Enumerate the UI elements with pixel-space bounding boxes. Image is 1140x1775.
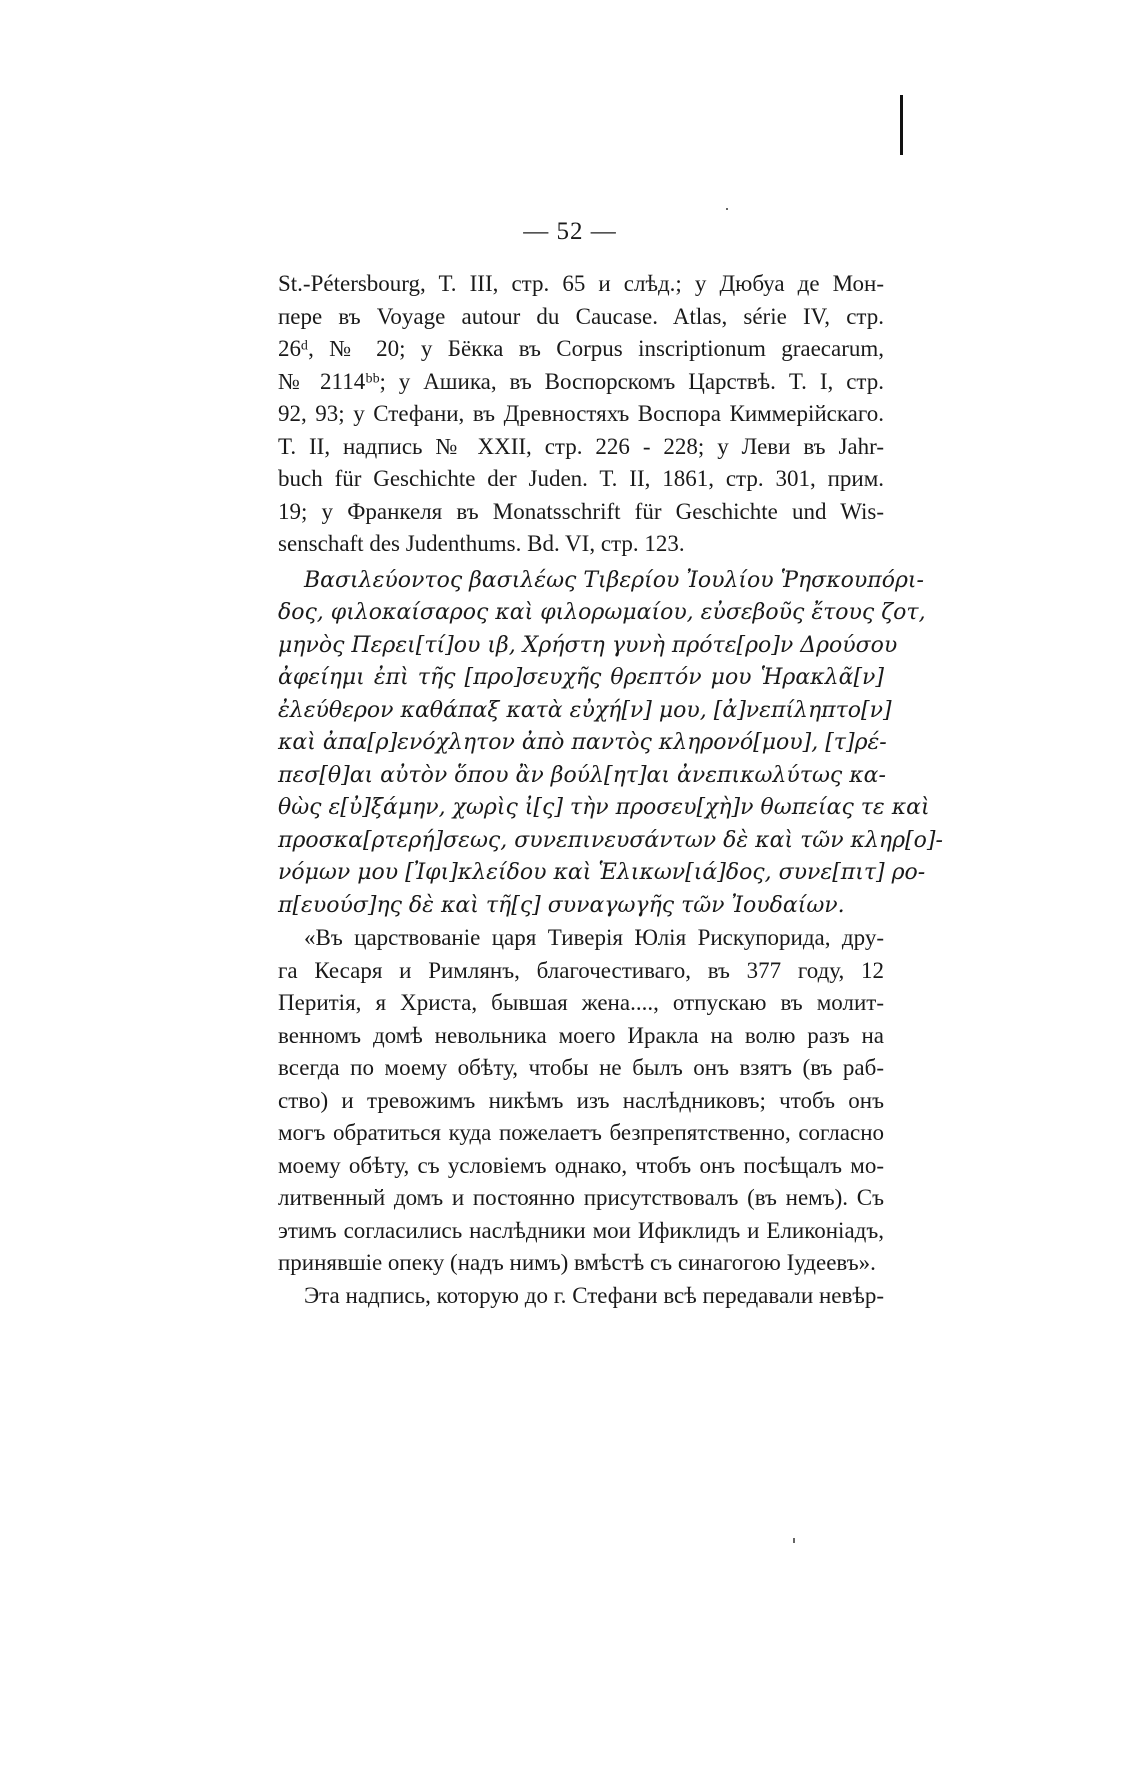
greek-line: π[ευούσ]ης δὲ καὶ τῆ[ς] συναγωγῆς τῶν Ἰουδαίων. — [278, 892, 845, 918]
greek-line: Βασιλεύοντος βασιλέως Τιβερίου Ἰουλίου Ῥησκουπόρι- — [304, 567, 924, 593]
greek-line: θὼς ε[ὐ]ξάμην, χωρὶς ἰ[ς] τὴν προσευ[χὴ]ν θωπείας τε καὶ — [278, 795, 930, 820]
text-line: buch für Geschichte der Juden. T. II, 1861, стр. 301, прим. — [278, 466, 884, 491]
greek-inscription — [278, 565, 943, 923]
text-line: 19; у Франкеля въ Monatsschrift für Geschichte und Wis- — [278, 498, 884, 524]
greek-line: ἀφείημι ἐπὶ τῆς [προ]σευχῆς θρεπτόν μου Ἡρακλᾶ[ν] — [278, 665, 884, 690]
text-line: St.-Pétersbourg, T. III, стр. 65 и слѣд.; у Дюбуа де Мон- — [278, 271, 884, 296]
translation-line: могъ обратиться куда пожелаетъ безпрепятственно, согласно — [278, 1120, 884, 1145]
closing-paragraph — [278, 1280, 884, 1313]
greek-line: μηνὸς Περει[τί]ου ιβ, Χρήστη γυνὴ πρότε[ρο]ν Δρούσου — [278, 632, 898, 658]
page-number: — 52 — — [523, 218, 617, 245]
translation-line: Перитія, я Христа, бывшая жена...., отпускаю въ молит- — [278, 990, 884, 1015]
translation-line: венномъ домѣ невольника моего Иракла на волю разъ на — [278, 1022, 884, 1048]
page-body — [278, 268, 943, 1312]
translation-line: этимъ согласились наслѣдники мои Ификлидъ и Еликоніадъ, — [278, 1217, 884, 1243]
print-speck — [793, 1538, 795, 1543]
russian-translation — [278, 922, 884, 1280]
greek-line: πεσ[θ]αι αὐτὸν ὅπου ἂν βούλ[ητ]αι ἀνεπικωλύτως κα- — [278, 762, 886, 788]
text-line: перe въ Voyage autour du Caucase. Atlas, série IV, стр. — [278, 303, 884, 329]
translation-line: всегда по моему обѣту, чтобы не былъ онъ взятъ (въ раб- — [278, 1055, 884, 1080]
text-line: № 2114ᵇᵇ; у Ашика, въ Воспорскомъ Царствѣ. T. I, стр. — [278, 368, 884, 394]
text-line: Эта надпись, которую до г. Стефани всѣ передавали невѣр- — [304, 1282, 884, 1308]
translation-line: га Кесаря и Римлянъ, благочестиваго, въ 377 году, 12 — [278, 957, 884, 983]
greek-line: νόμων μου [Ἰφι]κλείδου καὶ Ἑλικων[ιά]δος, συνε[πιτ] ρο- — [278, 860, 926, 885]
text-line: T. II, надпись № XXII, стр. 226 - 228; у Леви въ Jahr- — [278, 433, 884, 459]
greek-line: ἐλεύθερον καθάπαξ κατὰ εὐχή[ν] μου, [ἀ]νεπίληπτο[ν] — [278, 697, 892, 723]
margin-mark — [900, 95, 903, 155]
text-line: 92, 93; у Стефани, въ Древностяхъ Воспора Киммерійскаго. — [278, 401, 884, 426]
greek-line: δος, φιλοκαίσαρος καὶ φιλορωμαίου, εὐσεβοῦς ἔτους ζοτ, — [278, 600, 926, 625]
text-line: 26ᵈ, № 20; у Бёкка въ Corpus inscriptionum graecarum, — [278, 336, 884, 361]
translation-line: литвенный домъ и постоянно присутствовалъ (въ немъ). Съ — [278, 1185, 884, 1210]
translation-line: ство) и тревожимъ никѣмъ изъ наслѣдниковъ; чтобъ онъ — [278, 1087, 884, 1113]
translation-line: моему обѣту, съ условіемъ однако, чтобъ онъ посѣщалъ мо- — [278, 1152, 884, 1178]
bibliography-paragraph — [278, 268, 884, 561]
greek-line: προσκα[ρτερή]σεως, συνεπινευσάντων δὲ καὶ τῶν κληρ[ο]- — [278, 827, 943, 853]
translation-line: принявшіе опеку (надъ нимъ) вмѣстѣ съ синагогою Іудеевъ». — [278, 1250, 876, 1275]
translation-line: «Въ царствованіе царя Тиверія Юлія Рискупорида, дру- — [304, 925, 884, 950]
print-speck — [726, 208, 728, 210]
text-line: senschaft des Judenthums. Bd. VI, стр. 123. — [278, 531, 685, 556]
greek-line: καὶ ἀπα[ρ]ενόχλητον ἀπὸ παντὸς κληρονό[μου], [τ]ρέ- — [278, 730, 887, 755]
